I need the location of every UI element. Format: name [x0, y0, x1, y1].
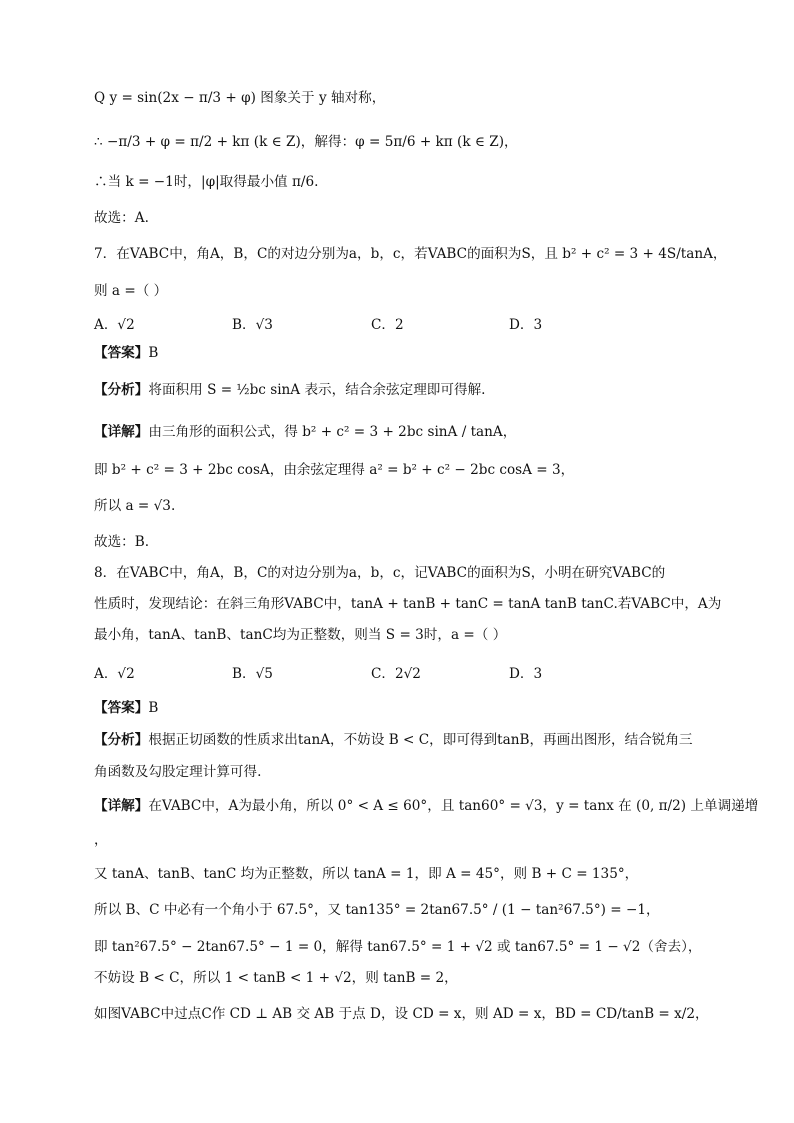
q7-option-d: D．3	[509, 317, 543, 333]
question-8: 8．在VABC中，角A，B，C的对边分别为a，b，c，记VABC的面积为S，小明在研究VABC的	[94, 565, 666, 581]
line-16: 最小角，tanA、tanB、tanC均为正整数，则当 S = 3时，a =（ ）	[94, 627, 507, 643]
analysis-8: 【分析】根据正切函数的性质求出tanA，不妨设 B < C，即可得到tanB，再画出图形，结合锐角三	[94, 732, 693, 748]
line-3: ∴当 k = −1时，|φ|取得最小值 π/6.	[94, 174, 319, 190]
detail-7: 【详解】由三角形的面积公式，得 b² + c² = 3 + 2bc sinA / tanA，	[94, 424, 517, 440]
q8-option-d: D．3	[509, 666, 543, 682]
q7-option-b: B．√3	[232, 317, 273, 333]
answer-7: 【答案】B	[94, 345, 159, 361]
line-2: ∴ −π/3 + φ = π/2 + kπ (k ∈ Z)，解得：φ = 5π/6 + kπ (k ∈ Z)，	[94, 134, 518, 150]
q7-option-c: C．2	[371, 317, 404, 333]
line-24: 所以 B、C 中必有一个角小于 67.5°，又 tan135° = 2tan67.5° / (1 − tan²67.5°) = −1，	[94, 902, 660, 918]
line-22: ，	[94, 832, 108, 848]
q8-option-c: C．2√2	[371, 666, 421, 682]
line-26: 不妨设 B < C，所以 1 < tanB < 1 + √2，则 tanB = 2，	[94, 970, 458, 986]
line-27: 如图VABC中过点C作 CD ⊥ AB 交 AB 于点 D，设 CD = x，则 AD = x，BD = CD/tanB = x/2，	[94, 1006, 709, 1022]
q7-option-a: A．√2	[94, 317, 135, 333]
line-20: 角函数及勾股定理计算可得.	[94, 764, 262, 780]
line-11: 即 b² + c² = 3 + 2bc cosA，由余弦定理得 a² = b² + c² − 2bc cosA = 3，	[94, 462, 575, 478]
line-25: 即 tan²67.5° − 2tan67.5° − 1 = 0，解得 tan67.5° = 1 + √2 或 tan67.5° = 1 − √2（舍去），	[94, 939, 702, 955]
line-13: 故选：B.	[94, 534, 150, 550]
line-23: 又 tanA、tanB、tanC 均为正整数，所以 tanA = 1，即 A = 45°，则 B + C = 135°，	[94, 866, 639, 882]
line-6: 则 a =（ ）	[94, 283, 168, 299]
analysis-7: 【分析】将面积用 S = ½bc sinA 表示，结合余弦定理即可得解.	[94, 382, 486, 398]
q8-option-a: A．√2	[94, 666, 135, 682]
detail-8: 【详解】在VABC中，A为最小角，所以 0° < A ≤ 60°，且 tan60° = √3，y = tanx 在 (0, π/2) 上单调递增	[94, 798, 759, 814]
q8-option-b: B．√5	[232, 666, 273, 682]
line-4: 故选：A.	[94, 210, 149, 226]
line-1: Q y = sin(2x − π/3 + φ) 图象关于 y 轴对称，	[94, 90, 386, 106]
question-7: 7．在VABC中，角A，B，C的对边分别为a，b，c，若VABC的面积为S，且 b² + c² = 3 + 4S/tanA，	[94, 246, 727, 262]
line-15: 性质时，发现结论：在斜三角形VABC中，tanA + tanB + tanC = tanA tanB tanC.若VABC中，A为	[94, 596, 722, 612]
line-12: 所以 a = √3.	[94, 498, 176, 514]
answer-8: 【答案】B	[94, 700, 159, 716]
